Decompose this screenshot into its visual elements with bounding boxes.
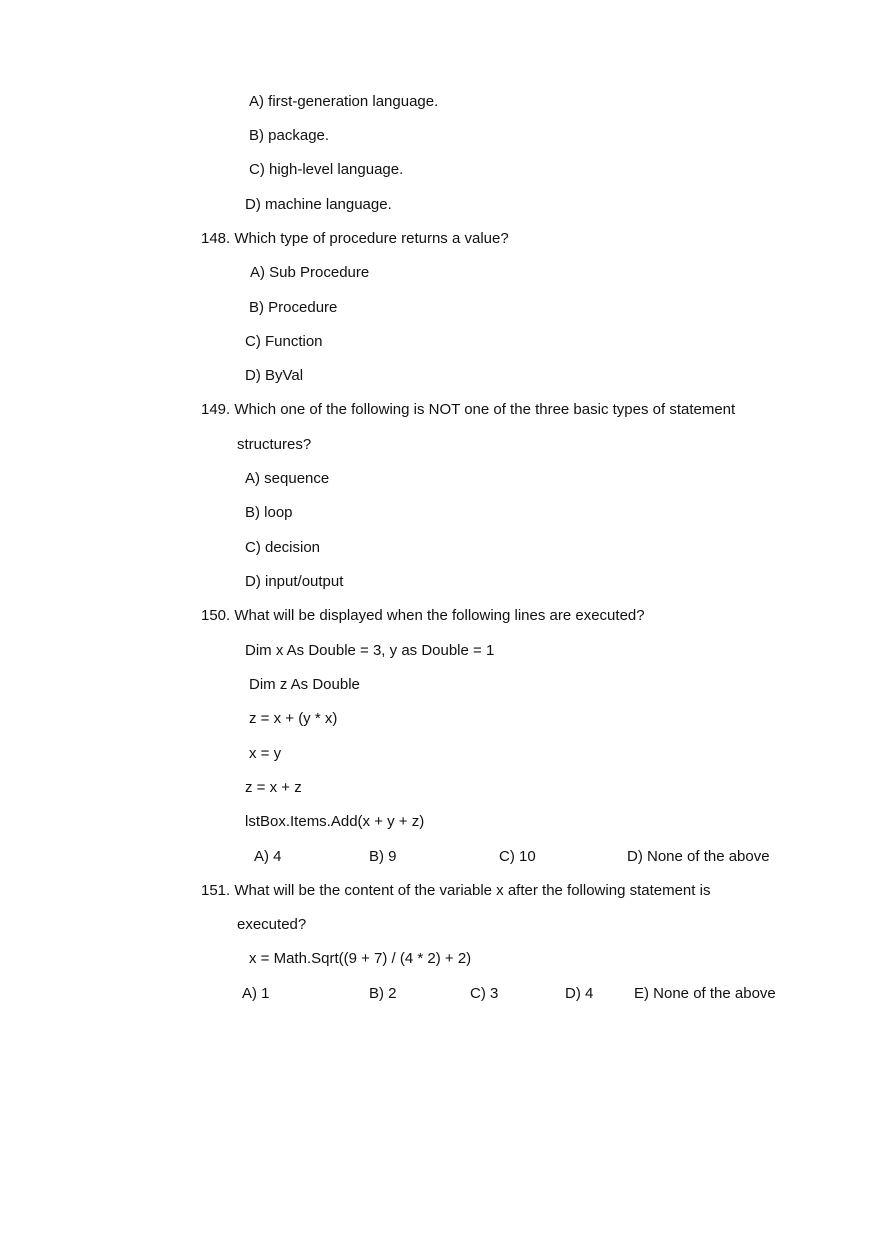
q149-option-c: C) decision (245, 539, 321, 556)
q151-option-e: E) None of the above (634, 985, 776, 1002)
q148-option-d: D) ByVal (245, 367, 304, 384)
q149-option-b: B) loop (245, 504, 293, 521)
q148-question: 148. Which type of procedure returns a value? (201, 230, 509, 247)
q150-option-c: C) 10 (499, 848, 536, 865)
q150-code-line: z = x + (y * x) (249, 710, 338, 727)
q150-code-line: Dim z As Double (249, 676, 360, 693)
q150-code-line: Dim x As Double = 3, y as Double = 1 (245, 642, 495, 659)
q150-code-line: lstBox.Items.Add(x + y + z) (245, 813, 425, 830)
q149-question-line2: structures? (237, 436, 312, 453)
q150-option-d: D) None of the above (627, 848, 770, 865)
q151-code-line: x = Math.Sqrt((9 + 7) / (4 * 2) + 2) (249, 950, 472, 967)
q147-option-c: C) high-level language. (249, 161, 404, 178)
q151-option-c: C) 3 (470, 985, 499, 1002)
q149-question-line1: 149. Which one of the following is NOT one of the three basic types of statement (201, 401, 736, 418)
q147-option-d: D) machine language. (245, 196, 392, 213)
q147-option-b: B) package. (249, 127, 330, 144)
q151-question-line1: 151. What will be the content of the variable x after the following statement is (201, 882, 711, 899)
q151-option-a: A) 1 (242, 985, 270, 1002)
q147-option-a: A) first-generation language. (249, 93, 439, 110)
q148-option-c: C) Function (245, 333, 323, 350)
q151-option-d: D) 4 (565, 985, 594, 1002)
q150-code-line: x = y (249, 745, 282, 762)
q150-option-b: B) 9 (369, 848, 397, 865)
q151-question-line2: executed? (237, 916, 307, 933)
q150-option-a: A) 4 (254, 848, 282, 865)
q148-option-a: A) Sub Procedure (250, 264, 370, 281)
q149-option-a: A) sequence (245, 470, 330, 487)
q150-question: 150. What will be displayed when the following lines are executed? (201, 607, 645, 624)
q148-option-b: B) Procedure (249, 299, 338, 316)
q151-option-b: B) 2 (369, 985, 397, 1002)
q149-option-d: D) input/output (245, 573, 344, 590)
q150-code-line: z = x + z (245, 779, 302, 796)
